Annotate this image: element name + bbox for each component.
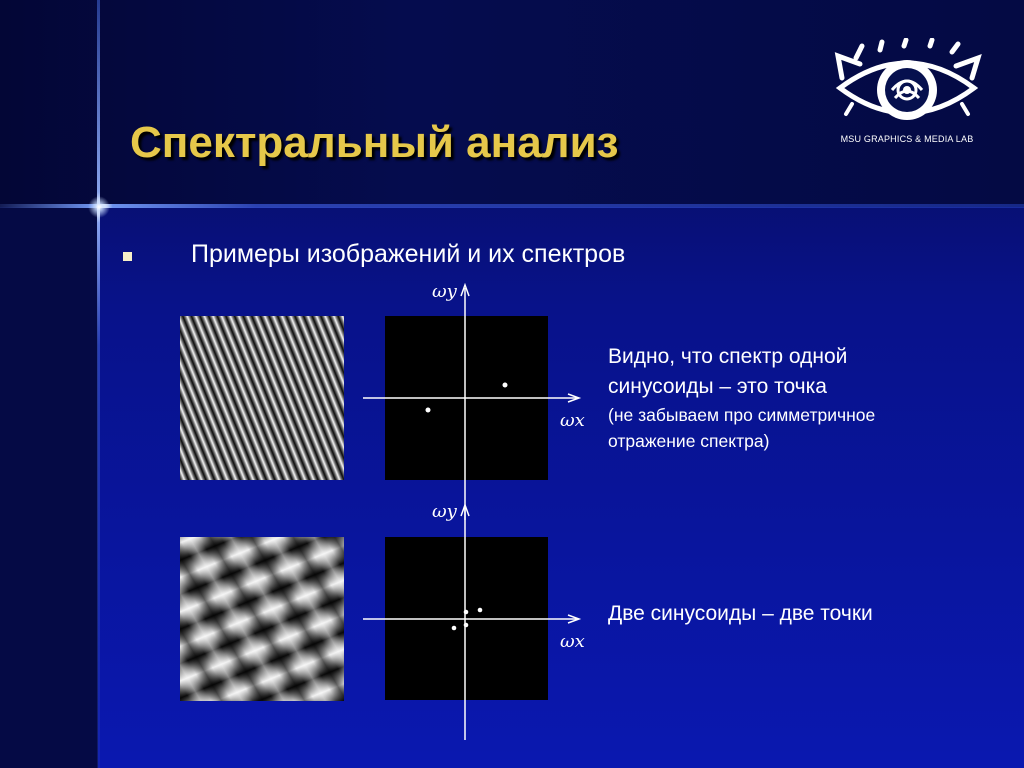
slide-title: Спектральный анализ — [130, 118, 619, 167]
description-line: Видно, что спектр одной — [608, 345, 848, 368]
spectrum-peak — [464, 610, 469, 615]
spectrum-peak — [452, 626, 457, 631]
spectrum-description-main — [608, 342, 847, 402]
spectrum-plot-2 — [350, 500, 590, 740]
spectrum-description-note — [608, 402, 875, 454]
bullet-marker — [123, 252, 132, 261]
logo-caption: MSU GRAPHICS & MEDIA LAB — [840, 134, 974, 144]
omega-x-label: ωx — [560, 631, 585, 652]
vertical-light-flare — [97, 0, 100, 768]
omega-x-label: ωx — [560, 410, 585, 431]
spectrum-peak-symmetric — [426, 408, 431, 413]
omega-y-label: ωy — [432, 501, 457, 522]
description-line: синусоиды – это точка — [608, 375, 827, 398]
spectrum-peak — [464, 623, 469, 628]
note-line: отражение спектра) — [608, 431, 770, 451]
left-strip — [0, 207, 98, 768]
omega-y-label: ωy — [432, 281, 457, 302]
two-sinusoid-image — [180, 537, 344, 701]
single-sinusoid-image — [180, 316, 344, 480]
two-sinusoids-description: Две синусоиды – две точки — [608, 602, 873, 625]
bullet-text: Примеры изображений и их спектров — [191, 240, 626, 268]
spectrum-plot-1 — [350, 280, 590, 520]
horizontal-light-flare — [0, 204, 1024, 208]
eye-logo-icon — [832, 38, 982, 148]
light-flare-center — [88, 196, 110, 218]
note-line: (не забываем про симметричное — [608, 405, 876, 425]
spectrum-peak — [503, 383, 508, 388]
spectrum-peak — [478, 608, 483, 613]
